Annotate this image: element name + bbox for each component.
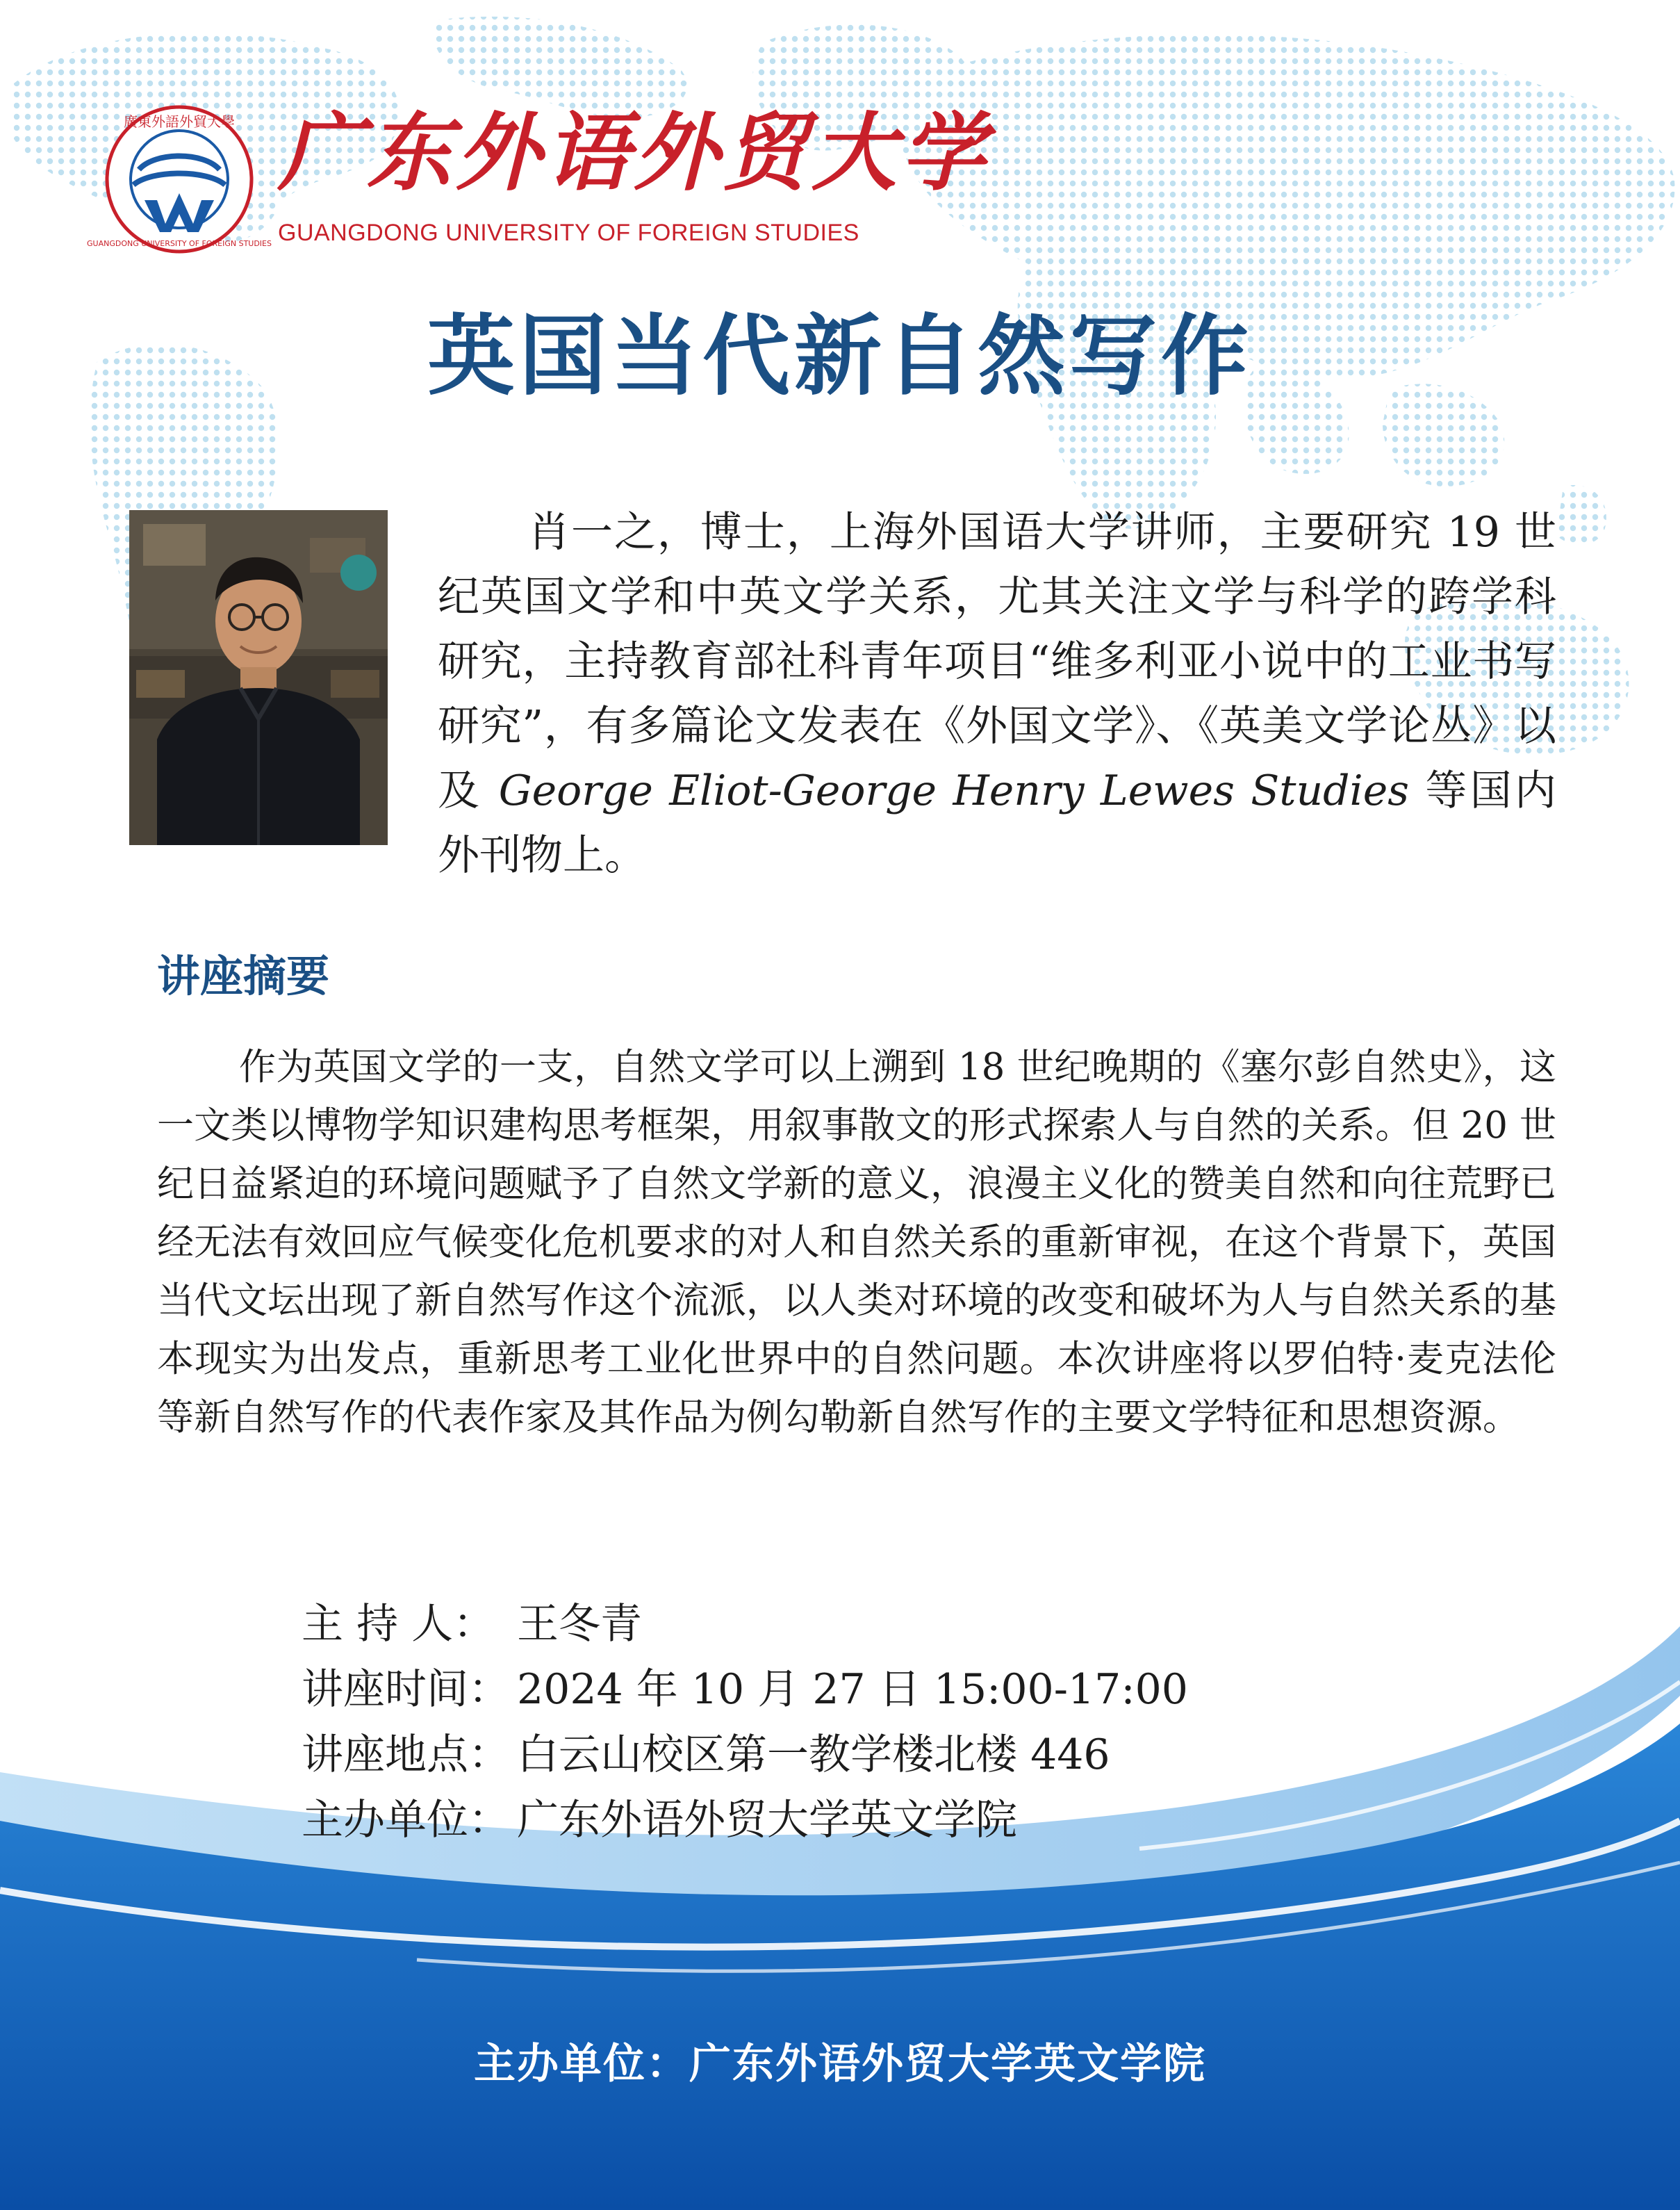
abstract-text: 作为英国文学的一支，自然文学可以上溯到 18 世纪晚期的《塞尔彭自然史》，这一文类以博物学知识建构思考框架，用叙事散文的形式探索人与自然的关系。但 20 世纪日益紧迫的环境问题赋予了自然文学新的意义，浪漫主义化的赞美自然和向往荒野已经无法有效回应气候变化危机要求的对人和自然关系的重新审视，在这个背景下，英国当代文坛出现了新自然写作这个流派，以人类对环境的改变和破坏为人与自然关系的基本现实为出发点，重新思考工业化世界中的自然问题。本次讲座将以罗伯特·麦克法伦等新自然写作的代表作家及其作品为例勾勒新自然写作的主要文学特征和思想资源。 <box>157 1046 1556 1439</box>
speaker-bio-journal: George Eliot-George Henry Lewes Studies <box>498 767 1410 815</box>
info-row-organizer <box>302 1787 1188 1853</box>
time-value: 2024 年 10 月 27 日 15:00-17:00 <box>517 1665 1188 1714</box>
university-name-en: GUANGDONG UNIVERSITY OF FOREIGN STUDIES <box>278 220 859 246</box>
footer-organizer: 主办单位：广东外语外贸大学英文学院 <box>474 2040 1206 2088</box>
speaker-bio-text-1: 肖一之，博士，上海外国语大学讲师，主要研究 19 世纪英国文学和中英文学关系，尤其关注文学与科学的跨学科研究，主持教育部社科青年项目“维多利亚小说中的工业书写研究”，有多篇论文发表在《外国文学》、《英美文学论丛》以及 <box>438 508 1556 815</box>
svg-text:GUANGDONG UNIVERSITY OF FOREIG: GUANGDONG UNIVERSITY OF FOREIGN STUDIES <box>87 239 272 248</box>
speaker-photo <box>129 510 388 845</box>
location-value: 白云山校区第一教学楼北楼 446 <box>517 1730 1110 1779</box>
university-emblem-icon <box>87 103 272 256</box>
location-label: 讲座地点： <box>302 1730 510 1779</box>
organizer-label: 主办单位： <box>302 1796 510 1844</box>
info-row-host <box>302 1591 1188 1657</box>
lecture-title: 英国当代新自然写作 <box>427 305 1253 407</box>
info-row-time <box>302 1657 1188 1722</box>
speaker-bio-text-2: 等国内外刊物上。 <box>438 767 1556 880</box>
speaker-bio <box>438 500 1556 888</box>
info-row-location <box>302 1722 1188 1787</box>
host-label: 主 持 人： <box>302 1600 495 1648</box>
abstract-heading: 讲座摘要 <box>157 951 330 1001</box>
event-info <box>302 1591 1188 1853</box>
university-name-cn: 广东外语外贸大学 <box>278 102 989 202</box>
organizer-value: 广东外语外贸大学英文学院 <box>517 1796 1017 1844</box>
host-value: 王冬青 <box>517 1600 642 1648</box>
time-label: 讲座时间： <box>302 1665 510 1714</box>
svg-text:廣東外語外貿大學: 廣東外語外貿大學 <box>124 113 235 130</box>
